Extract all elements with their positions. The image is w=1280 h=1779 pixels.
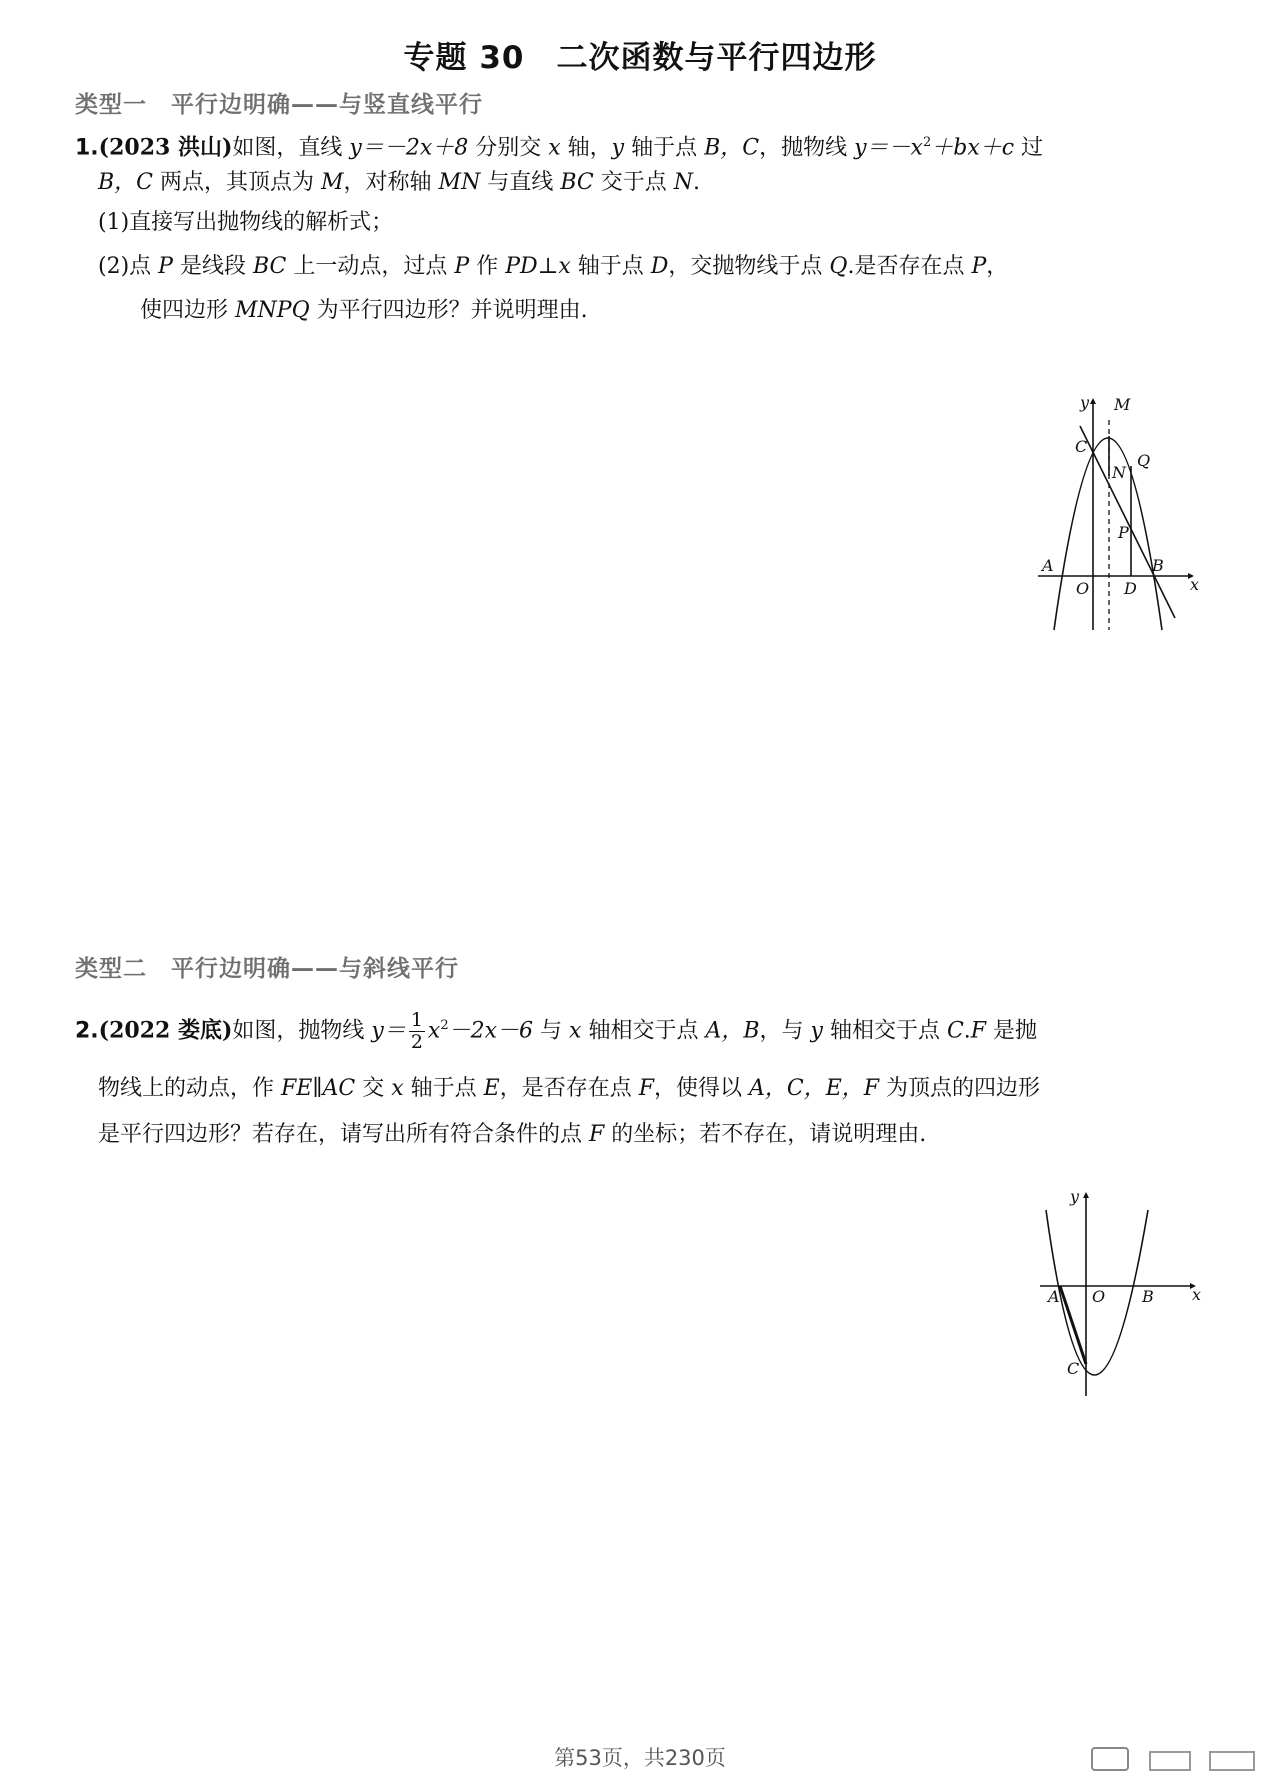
math: P [158, 254, 173, 279]
figure-label-A: A [1048, 1287, 1060, 1306]
text: 为平行四边形？并说明理由. [309, 298, 588, 323]
math-superscript: 2 [922, 135, 932, 150]
text: 轴于点 [624, 135, 705, 161]
section-heading-type2: 类型二 平行边明确——与斜线平行 [75, 956, 459, 982]
page-title: 专题 30 二次函数与平行四边形 [403, 40, 877, 76]
math: A，C，E，F [748, 1076, 880, 1101]
math: x [548, 135, 561, 161]
math: y＝ [371, 1018, 406, 1044]
text: 为顶点的四边形 [879, 1076, 1041, 1101]
math: E [483, 1076, 500, 1101]
text: 与直线 [480, 170, 561, 195]
question-2-line-3 [98, 1120, 926, 1150]
text: 交 [355, 1076, 392, 1101]
text: 上一动点，过点 [286, 254, 455, 279]
text: ，与 [759, 1018, 811, 1044]
figure-label-P: P [1118, 523, 1129, 542]
section-heading-type1: 类型一 平行边明确——与竖直线平行 [75, 92, 483, 118]
math: FE∥AC [281, 1076, 356, 1101]
math: B，C [704, 135, 760, 161]
math: y＝－2x＋8 [349, 135, 469, 161]
question-number: 1. [75, 135, 99, 161]
question-1-line-1 [75, 128, 1043, 163]
math: x [427, 1018, 441, 1044]
text: ，使得以 [653, 1076, 749, 1101]
question-2-line-2 [98, 1074, 1040, 1104]
question-2-figure [1030, 1187, 1202, 1410]
figure-label-O: O [1092, 1287, 1106, 1306]
math: x [391, 1076, 404, 1101]
math: BC [560, 170, 594, 195]
math: P [971, 254, 987, 279]
text: 是抛 [986, 1018, 1038, 1044]
math: PD⊥x [505, 254, 571, 279]
text: . [963, 1018, 971, 1044]
math: y [611, 135, 625, 161]
math: F [970, 1018, 987, 1044]
figure-label-A: A [1042, 556, 1054, 575]
text: 交于点 [593, 170, 674, 195]
math: －2x－6 [448, 1018, 534, 1044]
math: BC [252, 254, 287, 279]
text: ，抛物线 [759, 135, 855, 161]
text: 轴相交于点 [822, 1018, 947, 1044]
text: 作 [469, 254, 506, 279]
figure-label-D: D [1124, 579, 1137, 598]
fraction-numerator: 1 [410, 1009, 423, 1031]
question-source: (2022 娄底) [98, 1017, 233, 1044]
figure-label-B: B [1142, 1287, 1154, 1306]
text: 如图，直线 [232, 135, 350, 161]
figure-label-Q: Q [1137, 451, 1151, 470]
text: 两点，其顶点为 [153, 170, 322, 195]
math: ＋bx＋c [931, 135, 1015, 161]
text: 轴， [560, 135, 612, 161]
text: 如图，抛物线 [232, 1018, 372, 1044]
text: 物线上的动点，作 [98, 1076, 281, 1101]
math: A，B [705, 1018, 760, 1044]
text: 轴相交于点 [581, 1018, 706, 1044]
text: .是否存在点 [847, 254, 972, 279]
math: P [454, 254, 470, 279]
figure-label-C: C [1067, 1359, 1080, 1378]
question-1-part-1: (1)直接写出抛物线的解析式； [98, 210, 394, 235]
math: F [589, 1122, 605, 1147]
text: 的坐标；若不存在，请说明理由. [604, 1122, 927, 1147]
figure-label-y: y [1080, 393, 1090, 412]
math: C [946, 1018, 964, 1044]
fraction-denominator: 2 [410, 1031, 423, 1053]
math-superscript: 2 [440, 1018, 449, 1034]
math: F [638, 1076, 654, 1101]
question-1-part-2 [98, 252, 1008, 282]
text: . [693, 170, 700, 195]
math: D [650, 254, 669, 279]
figure-label-x: x [1190, 575, 1200, 594]
question-1-line-2 [98, 168, 700, 198]
text: ，是否存在点 [499, 1076, 639, 1101]
text: (2)点 [98, 254, 159, 279]
text: 轴于点 [570, 254, 651, 279]
math: y [810, 1018, 823, 1044]
text: ， [986, 254, 1009, 279]
text: 是线段 [172, 254, 253, 279]
text: 使四边形 [140, 298, 235, 323]
figure-label-x: x [1192, 1285, 1202, 1304]
question-1-part-2-cont [140, 296, 588, 326]
text: ，交抛物线于点 [668, 254, 830, 279]
math: x [569, 1018, 582, 1044]
page-corner-controls [1090, 1736, 1270, 1776]
text: 过 [1014, 135, 1044, 161]
math: N [673, 170, 693, 195]
math: MN [438, 170, 481, 195]
math: Q [829, 254, 848, 279]
math: MNPQ [235, 298, 310, 323]
math: B，C [98, 170, 154, 195]
question-2-line-1 [75, 1010, 1037, 1053]
text: 分别交 [468, 135, 549, 161]
question-number: 2. [75, 1018, 99, 1044]
text: 轴于点 [403, 1076, 484, 1101]
question-source: (2023 洪山) [98, 134, 233, 161]
figure-label-M: M [1114, 395, 1131, 414]
math: y＝－x [854, 135, 923, 161]
page-indicator: 第53页，共230页 [554, 1746, 726, 1770]
figure-label-y: y [1070, 1187, 1080, 1206]
figure-label-O: O [1076, 579, 1090, 598]
text: ，对称轴 [343, 170, 439, 195]
figure-label-C: C [1075, 437, 1088, 456]
text: 与 [533, 1018, 570, 1044]
fraction-one-half [409, 1010, 425, 1053]
figure-label-B: B [1152, 556, 1164, 575]
figure-label-N: N [1112, 463, 1126, 482]
question-1-figure [1030, 393, 1200, 632]
text: 是平行四边形？若存在，请写出所有符合条件的点 [98, 1122, 589, 1147]
math: M [321, 170, 344, 195]
